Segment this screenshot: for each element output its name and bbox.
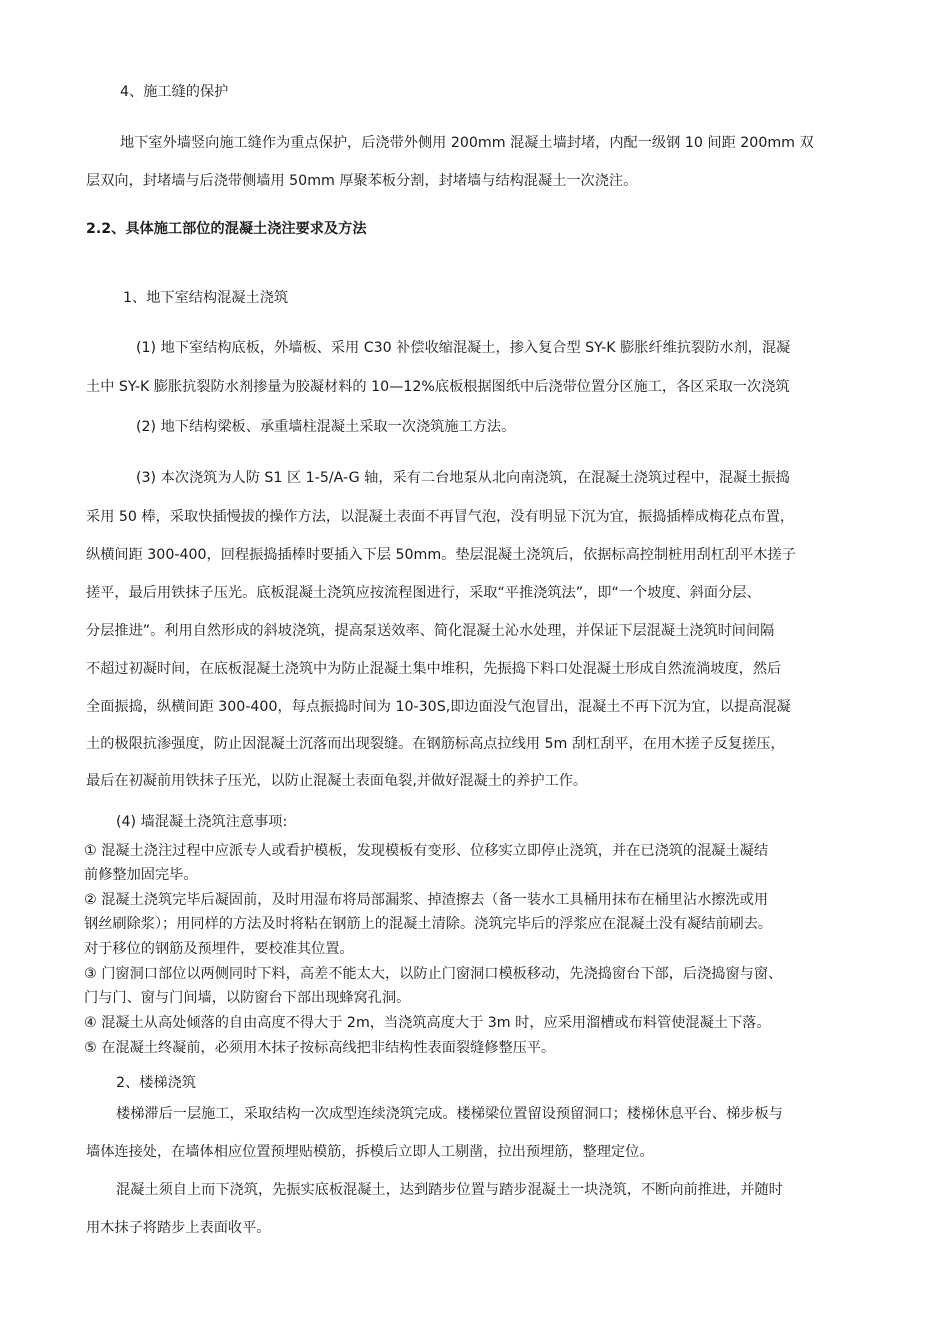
list-line: ⑤ 在混凝土终凝前，必须用木抹子按标高线把非结构性表面裂缝修整压平。 (84, 1040, 556, 1056)
paragraph-line: 全面振捣，纵横间距 300-400，每点振捣时间为 10-30S,即边面没气泡冒出，混凝土不再下沉为宜，以提高混凝 (86, 699, 791, 715)
subsection-title: 1、地下室结构混凝土浇筑 (123, 290, 289, 306)
paragraph-line: 分层推进”。利用自然形成的斜坡浇筑，提高泵送效率、简化混凝土沁水处理，并保证下层混凝土浇筑时间间隔 (86, 623, 775, 639)
paragraph-line: 土的极限抗渗强度，防止因混凝土沉落而出现裂缝。在钢筋标高点拉线用 5m 刮杠刮平，在用木搓子反复搓压， (86, 736, 785, 752)
paragraph-line: 纵横间距 300-400，回程振捣插棒时要插入下层 50mm。垫层混凝土浇筑后，依据标高控制桩用刮杠刮平木搓子 (86, 547, 796, 563)
paragraph-line: 用木抹子将踏步上表面收平。 (86, 1220, 271, 1236)
item-title: (4) 墙混凝土浇筑注意事项: (116, 814, 288, 830)
paragraph-line: (2) 地下结构梁板、承重墙柱混凝土采取一次浇筑施工方法。 (136, 419, 516, 435)
list-line: ① 混凝土浇注过程中应派专人或看护模板，发现模板有变形、位移实立即停止浇筑，并在已浇筑的混凝土凝结 (84, 843, 769, 859)
list-line: ④ 混凝土从高处倾落的自由高度不得大于 2m，当浇筑高度大于 3m 时，应采用溜槽或布料管使混凝土下落。 (84, 1015, 771, 1031)
list-line: 前修整加固完毕。 (84, 867, 198, 883)
list-line: ③ 门窗洞口部位以两侧同时下料，高差不能太大，以防止门窗洞口模板移动，先浇捣窗台下部，后浇捣窗与窗、 (84, 966, 783, 982)
list-line: ② 混凝土浇筑完毕后凝固前，及时用湿布将局部漏浆、掉渣擦去（备一装水工具桶用抹布在桶里沾水擦洗或用 (84, 892, 769, 908)
paragraph-line: 土中 SY-K 膨胀抗裂防水剂掺量为胶凝材料的 10—12%底板根据图纸中后浇带位置分区施工，各区采取一次浇筑 (86, 379, 790, 395)
paragraph-line: 墙体连接处，在墙体相应位置预埋贴模筋，拆模后立即人工剔凿，拉出预埋筋，整理定位。 (86, 1144, 654, 1160)
paragraph-line: (1) 地下室结构底板，外墙板、采用 C30 补偿收缩混凝土，掺入复合型 SY-K 膨胀纤维抗裂防水剂，混凝 (136, 340, 791, 356)
subsection-title: 2、楼梯浇筑 (116, 1075, 196, 1091)
paragraph-line: 楼梯滞后一层施工，采取结构一次成型连续浇筑完成。楼梯梁位置留设预留洞口；楼梯休息平台、梯步板与 (116, 1106, 783, 1122)
paragraph-line: 采用 50 棒，采取快插慢拔的操作方法，以混凝土表面不再冒气泡，没有明显下沉为宜，振捣插棒成梅花点布置， (86, 509, 795, 525)
list-line: 钢丝刷除浆）；用同样的方法及时将粘在钢筋上的混凝土清除。浇筑完毕后的浮浆应在混凝土没有凝结前刷去。 (84, 916, 773, 932)
section-title: 4、施工缝的保护 (120, 84, 229, 100)
paragraph-line: 不超过初凝时间，在底板混凝土浇筑中为防止混凝土集中堆积，先振捣下料口处混凝土形成自然流淌坡度，然后 (86, 661, 782, 677)
paragraph-line: 层双向，封堵墙与后浇带侧墙用 50mm 厚聚苯板分割，封堵墙与结构混凝土一次浇注。 (86, 173, 638, 189)
paragraph-line: 混凝土须自上而下浇筑，先振实底板混凝土，达到踏步位置与踏步混凝土一块浇筑，不断向前推进，并随时 (116, 1182, 783, 1198)
list-line: 门与门、窗与门间墙，以防窗台下部出现蜂窝孔洞。 (84, 990, 411, 1006)
paragraph-line: 地下室外墙竖向施工缝作为重点保护，后浇带外侧用 200mm 混凝土墙封堵，内配一级钢 10 间距 200mm 双 (120, 135, 814, 151)
paragraph-line: (3) 本次浇筑为人防 S1 区 1-5/A-G 轴，采有二台地泵从北向南浇筑，在混凝土浇筑过程中，混凝土振捣 (136, 470, 790, 486)
list-line: 对于移位的钢筋及预埋件，要校准其位置。 (84, 941, 354, 957)
paragraph-line: 搓平，最后用铁抹子压光。底板混凝土浇筑应按流程图进行，采取“平推浇筑法”，即“一个坡度、斜面分层、 (86, 585, 761, 601)
paragraph-line: 最后在初凝前用铁抹子压光，以防止混凝土表面龟裂,并做好混凝土的养护工作。 (86, 773, 588, 789)
section-heading: 2.2、具体施工部位的混凝土浇注要求及方法 (86, 221, 367, 237)
